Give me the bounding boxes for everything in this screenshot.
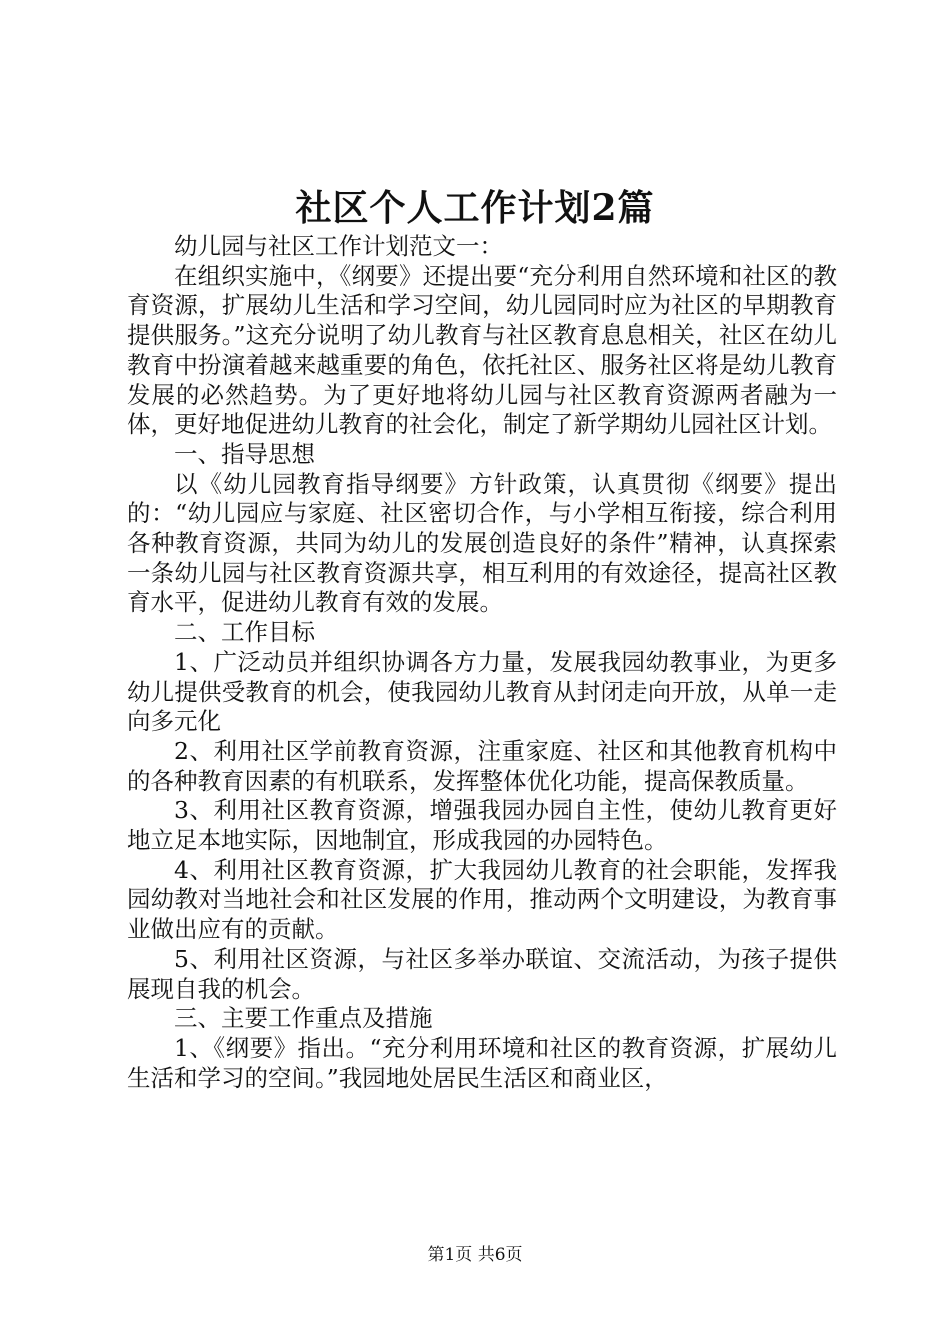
document-title: 社区个人工作计划2篇 xyxy=(295,187,655,229)
section-heading-work-goals: 二、工作目标 xyxy=(174,618,315,647)
section-heading-guiding-thought: 一、指导思想 xyxy=(174,439,315,468)
goal-item-5: 5、利用社区资源，与社区多举办联谊、交流活动，为孩子提供展现自我的机会。 xyxy=(127,944,837,1003)
paragraph-intro: 幼儿园与社区工作计划范文一： xyxy=(174,232,503,260)
paragraph-background: 在组织实施中，《纲要》还提出要“充分利用自然环境和社区的教育资源，扩展幼儿生活和学习空间，幼儿园同时应为社区的早期教育提供服务。”这充分说明了幼儿教育与社区教育息息相关，社区在幼儿教育中扮演着越来越重要的角色，依托社区、服务社区将是幼儿教育发展的必然趋势。为了更好地将幼儿园与社区教育资源两者融为一体，更好地促进幼儿教育的社会化，制定了新学期幼儿园社区计划。 xyxy=(127,261,837,439)
goal-item-2: 2、利用社区学前教育资源，注重家庭、社区和其他教育机构中的各种教育因素的有机联系，发挥整体优化功能，提高保教质量。 xyxy=(127,736,837,795)
measure-item-1: 1、《纲要》指出。“充分利用环境和社区的教育资源，扩展幼儿生活和学习的空间。”我园地处居民生活区和商业区， xyxy=(127,1033,837,1092)
paragraph-guiding-thought: 以《幼儿园教育指导纲要》方针政策，认真贯彻《纲要》提出的：“幼儿园应与家庭、社区密切合作，与小学相互衔接，综合利用各种教育资源，共同为幼儿的发展创造良好的条件”精神，认真探索一条幼儿园与社区教育资源共享，相互利用的有效途径，提高社区教育水平，促进幼儿教育有效的发展。 xyxy=(127,469,837,617)
goal-item-3: 3、利用社区教育资源，增强我园办园自主性，使幼儿教育更好地立足本地实际，因地制宜，形成我园的办园特色。 xyxy=(127,796,837,855)
page-number-footer: 第1页 共6页 xyxy=(427,1245,523,1265)
document-body xyxy=(127,232,837,1093)
goal-item-4: 4、利用社区教育资源，扩大我园幼儿教育的社会职能，发挥我园幼教对当地社会和社区发展的作用，推动两个文明建设，为教育事业做出应有的贡献。 xyxy=(127,855,837,944)
goal-item-1: 1、广泛动员并组织协调各方力量，发展我园幼教事业，为更多幼儿提供受教育的机会，使我园幼儿教育从封闭走向开放，从单一走向多元化 xyxy=(127,647,837,736)
section-heading-key-measures: 三、主要工作重点及措施 xyxy=(174,1004,433,1033)
